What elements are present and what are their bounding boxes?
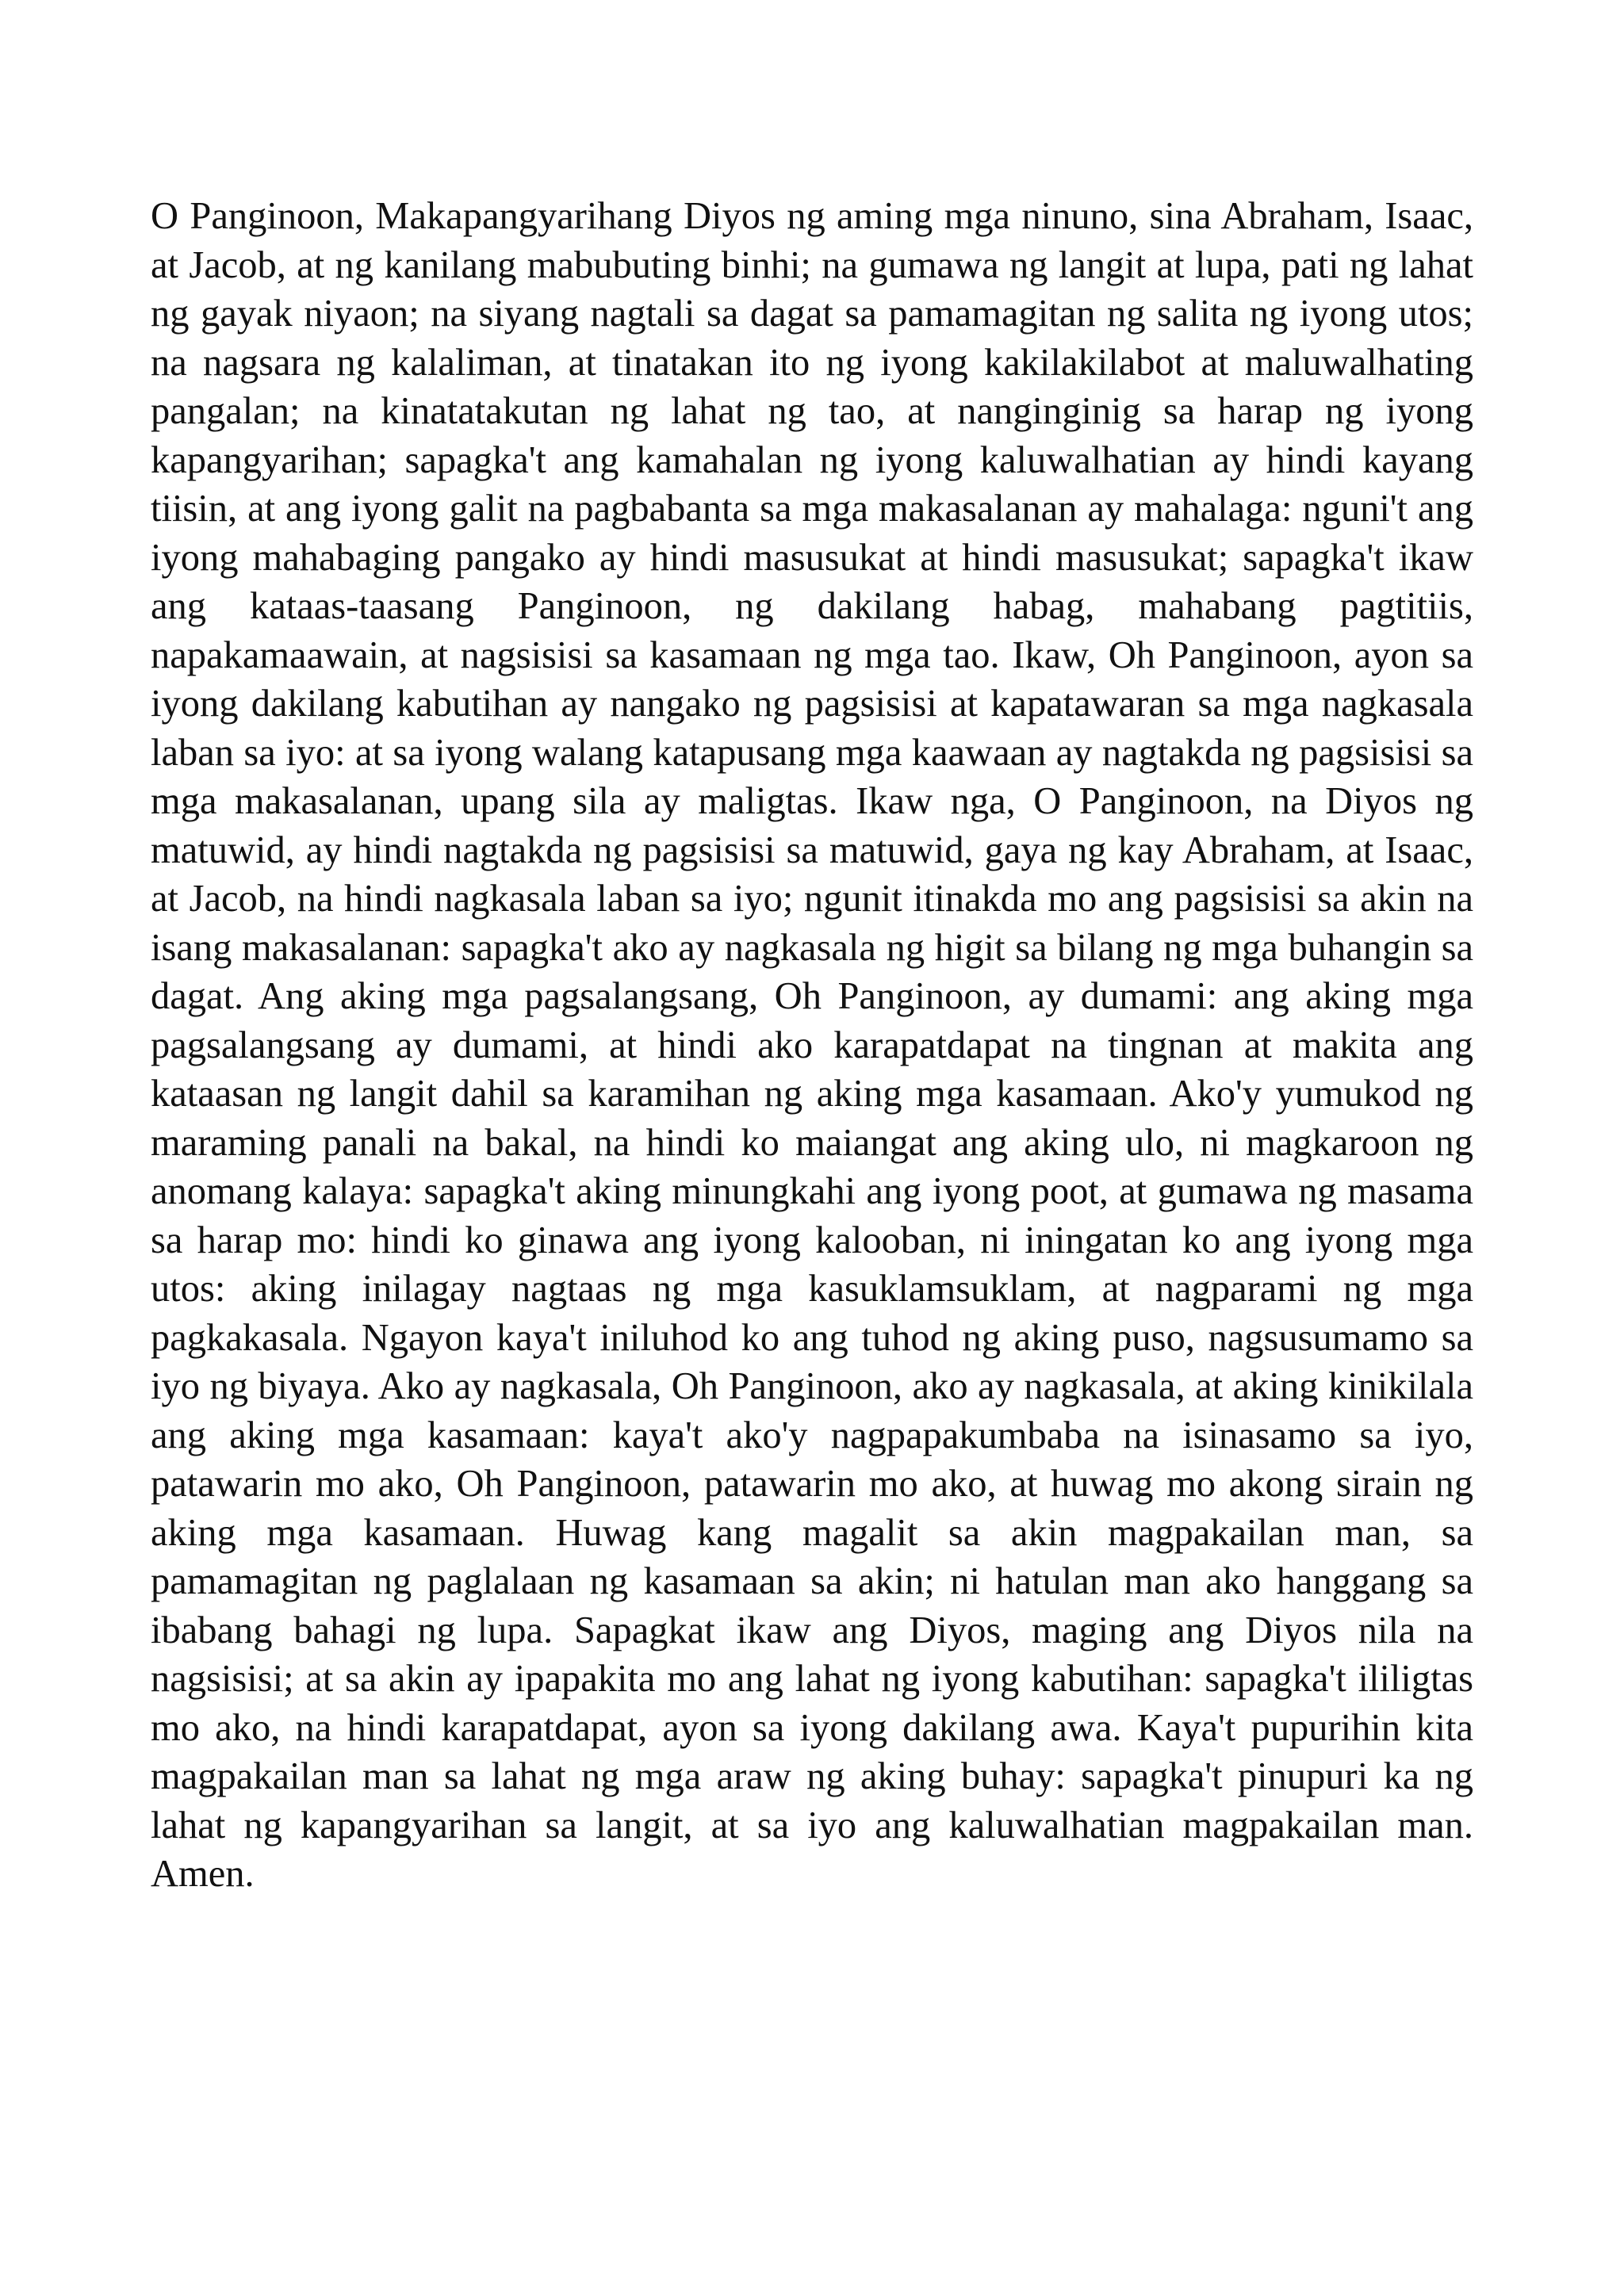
prayer-paragraph: O Panginoon, Makapangyarihang Diyos ng aming mga ninuno, sina Abraham, Isaac, at Jacob, at ng kanilang mabubuting binhi; na gumawa ng langit at lupa, pati ng lahat ng gayak niyaon; na siyang nagtali sa dagat sa pamamagitan ng salita ng iyong utos; na nagsara ng kalaliman, at tinatakan ito ng iyong kakilakilabot at maluwalhating pangalan; na kinatatakutan ng lahat ng tao, at nanginginig sa harap ng iyong kapangyarihan; sapagka't ang kamahalan ng iyong kaluwalhatian ay hindi kayang tiisin, at ang iyong galit na pagbabanta sa mga makasalanan ay mahalaga: nguni't ang iyong mahabaging pangako ay hindi masusukat at hindi masusukat; sapagka't ikaw ang kataas-taasang Panginoon, ng dakilang habag, mahabang pagtitiis, napakamaawain, at nagsisisi sa kasamaan ng mga tao. Ikaw, Oh Panginoon, ayon sa iyong dakilang kabutihan ay nangako ng pagsisisi at kapatawaran sa mga nagkasala laban sa iyo: at sa iyong walang katapusang mga kaawaan ay nagtakda ng pagsisisi sa mga makasalanan, upang sila ay maligtas. Ikaw nga, O Panginoon, na Diyos ng matuwid, ay hindi nagtakda ng pagsisisi sa matuwid, gaya ng kay Abraham, at Isaac, at Jacob, na hindi nagkasala laban sa iyo; ngunit itinakda mo ang pagsisisi sa akin na isang makasalanan: sapagka't ako ay nagkasala ng higit sa bilang ng mga buhangin sa dagat. Ang aking mga pagsalangsang, Oh Panginoon, ay dumami: ang aking mga pagsalangsang ay dumami, at hindi ako karapatdapat na tingnan at makita ang kataasan ng langit dahil sa karamihan ng aking mga kasamaan. Ako'y yumukod ng maraming panali na bakal, na hindi ko maiangat ang aking ulo, ni magkaroon ng anomang kalaya: sapagka't aking minungkahi ang iyong poot, at gumawa ng masama sa harap mo: hindi ko ginawa ang iyong kalooban, ni iningatan ko ang iyong mga utos: aking inilagay nagtaas ng mga kasuklamsuklam, at nagparami ng mga pagkakasala. Ngayon kaya't iniluhod ko ang tuhod ng aking puso, nagsusumamo sa iyo ng biyaya. Ako ay nagkasala, Oh Panginoon, ako ay nagkasala, at aking kinikilala ang aking mga kasamaan: kaya't ako'y nagpapakumbaba na isinasamo sa iyo, patawarin mo ako, Oh Panginoon, patawarin mo ako, at huwag mo akong sirain ng aking mga kasamaan. Huwag kang magalit sa akin magpakailan man, sa pamamagitan ng paglalaan ng kasamaan sa akin; ni hatulan man ako hanggang sa ibabang bahagi ng lupa. Sapagkat ikaw ang Diyos, maging ang Diyos nila na nagsisisi; at sa akin ay ipapakita mo ang lahat ng iyong kabutihan: sapagka't ililigtas mo ako, na hindi karapatdapat, ayon sa iyong dakilang awa. Kaya't pupurihin kita magpakailan man sa lahat ng mga araw ng aking buhay: sapagka't pinupuri ka ng lahat ng kapangyarihan sa langit, at sa iyo ang kaluwalhatian magpakailan man. Amen. [151,195,1473,1895]
